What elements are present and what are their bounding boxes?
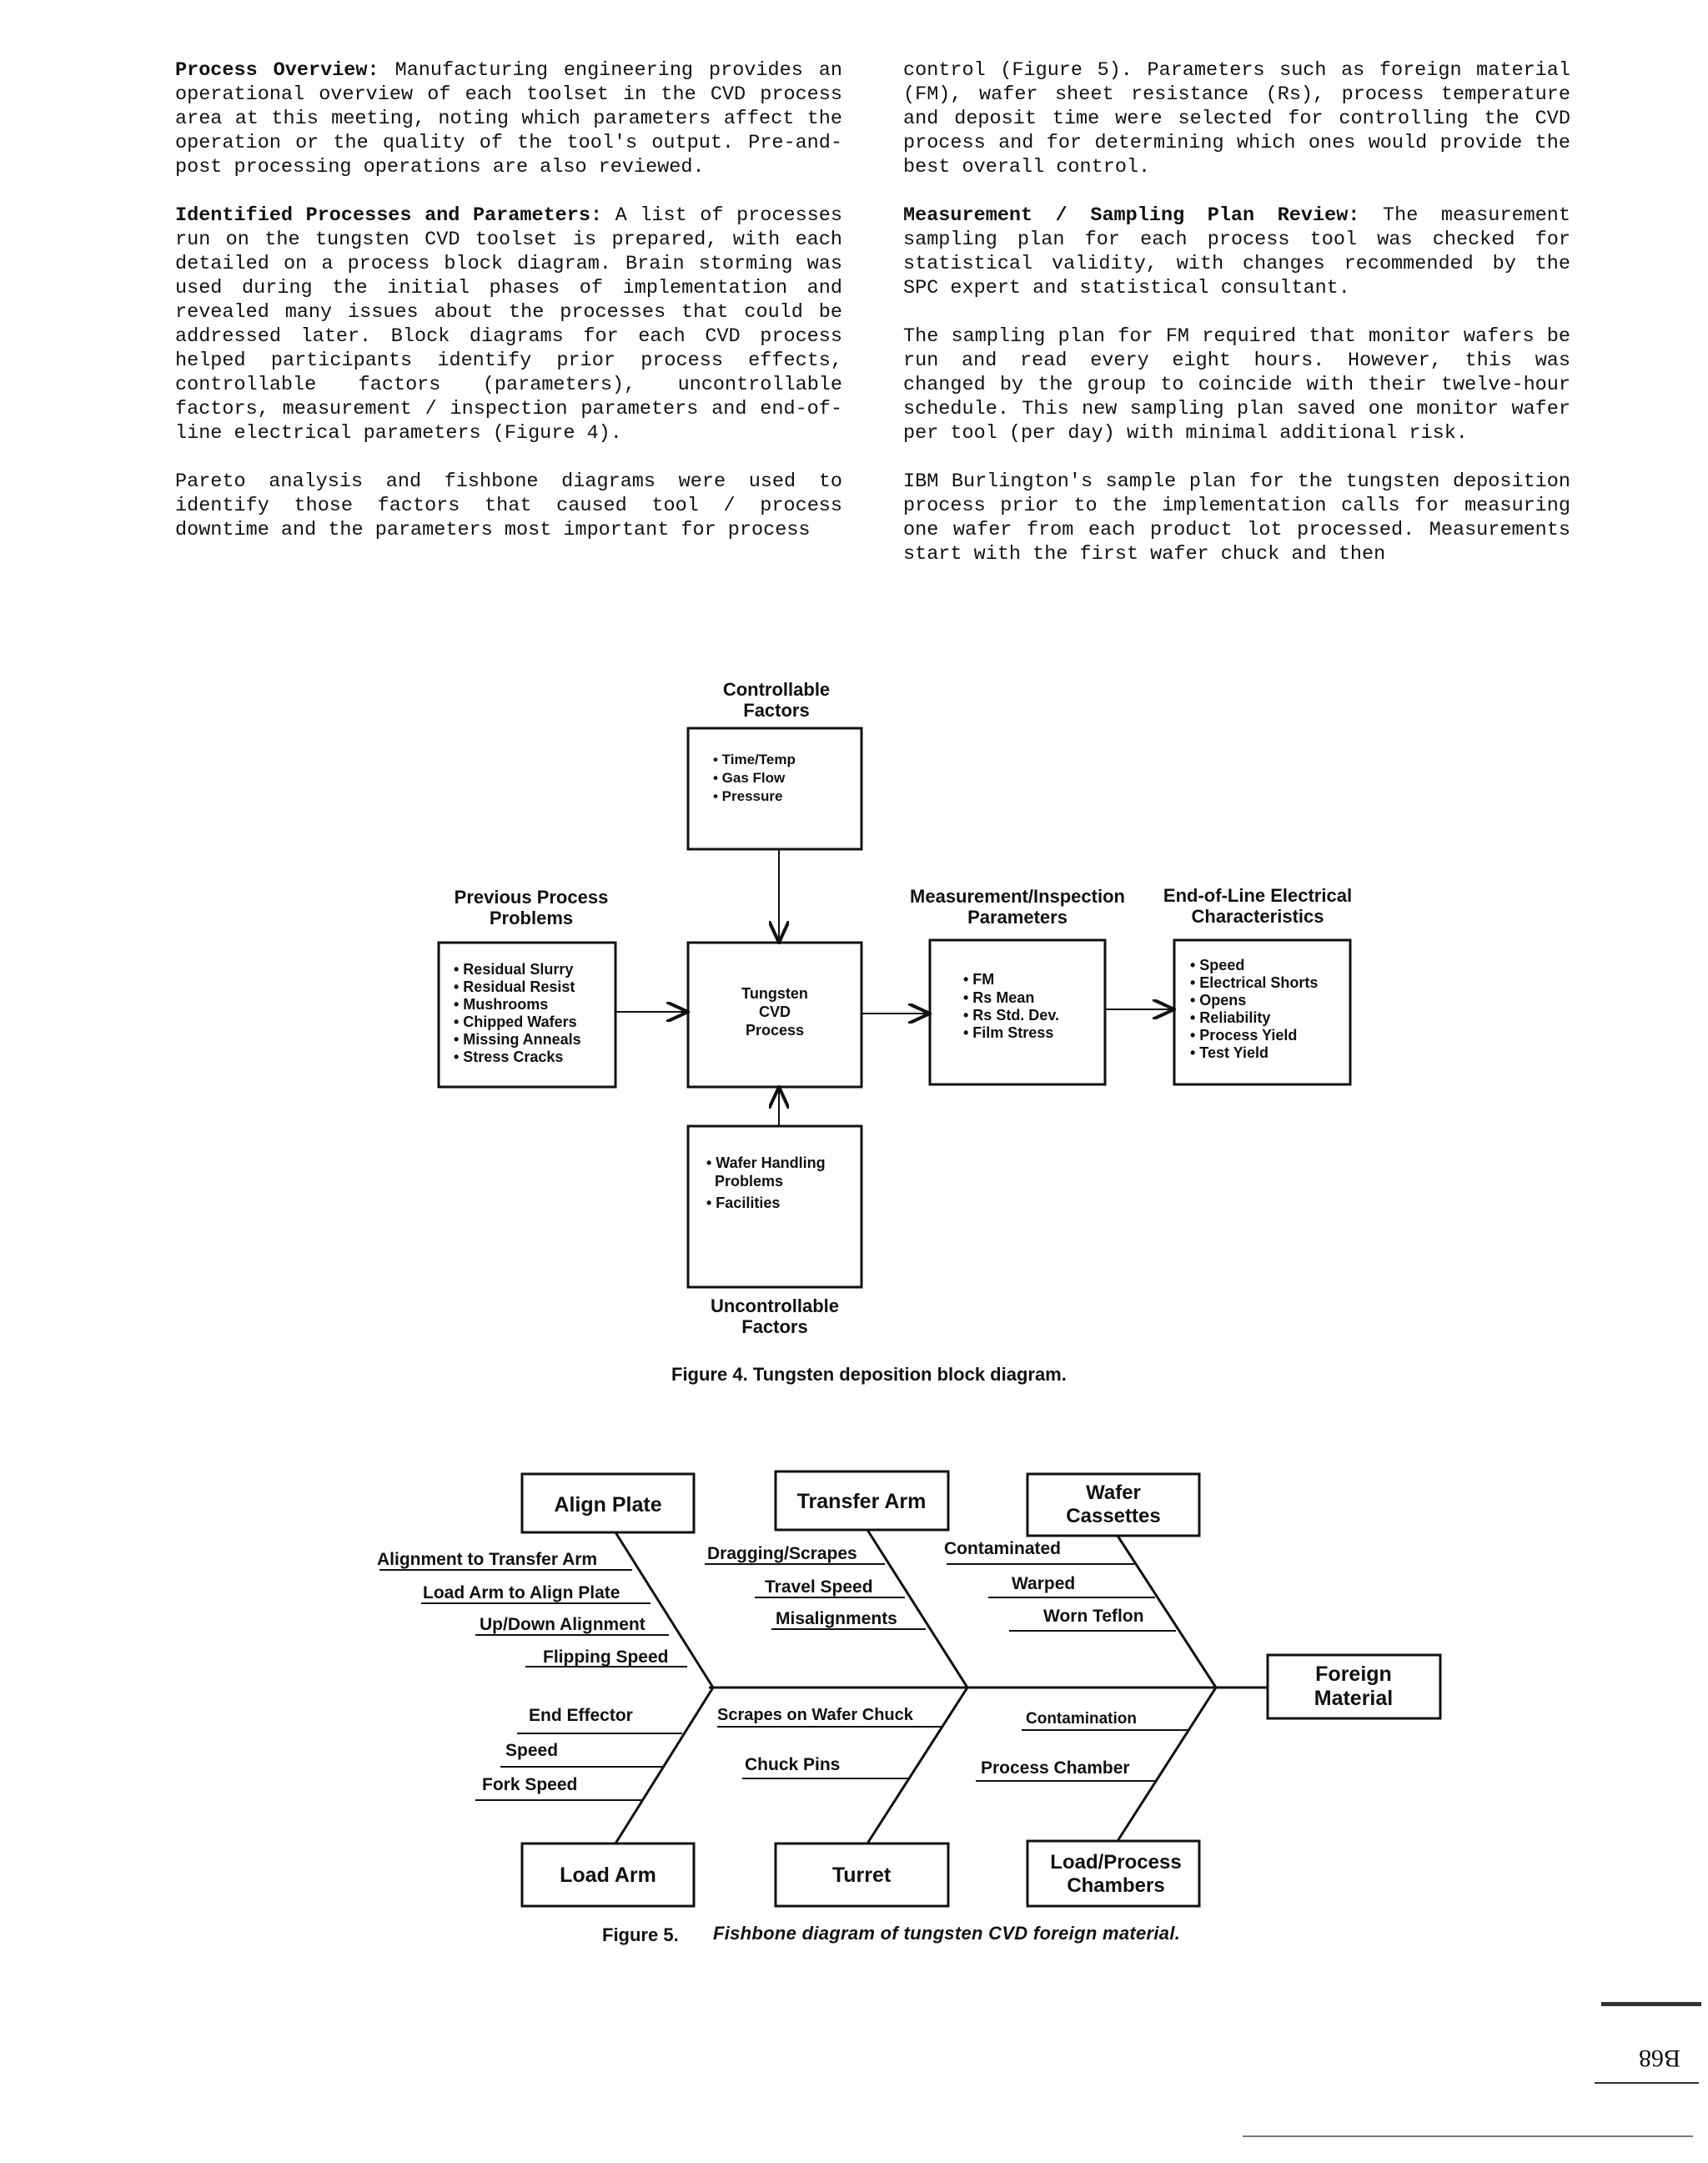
wafer-cassettes-label: Wafer bbox=[1086, 1481, 1141, 1504]
head-label: Foreign bbox=[1315, 1662, 1392, 1686]
paragraph-ibm-burlington: IBM Burlington's sample plan for the tungsten deposition process prior to the implementation calls for measuring one wafer from each product lot processed. Measurements start with the first wafer chuck and then bbox=[903, 470, 1570, 566]
cause-label: End Effector bbox=[529, 1706, 633, 1725]
endofline-item: • Opens bbox=[1190, 992, 1247, 1009]
endofline-item: • Speed bbox=[1190, 957, 1245, 973]
endofline-item: • Reliability bbox=[1190, 1009, 1271, 1026]
previous-item: • Chipped Wafers bbox=[454, 1014, 577, 1030]
cause-label: Flipping Speed bbox=[543, 1647, 669, 1667]
measurement-item: • Film Stress bbox=[963, 1024, 1054, 1041]
uncontrollable-title-2: Factors bbox=[741, 1316, 808, 1337]
cause-label: Speed bbox=[505, 1741, 559, 1760]
cause-label: Load Arm to Align Plate bbox=[423, 1583, 620, 1602]
paragraph-process-overview: Process Overview: Manufacturing engineering provides an operational overview of each toolset in the CVD process area at this meeting, noting which parameters affect the operation or the quality of the tool's output. Pre-and-post processing operations are also reviewed. bbox=[175, 59, 842, 179]
wafer-cassettes-label: Cassettes bbox=[1066, 1505, 1161, 1527]
previous-item: • Residual Slurry bbox=[454, 961, 574, 978]
previous-item: • Missing Anneals bbox=[454, 1031, 581, 1048]
center-line: CVD bbox=[758, 1004, 791, 1020]
cause-label: Fork Speed bbox=[482, 1775, 578, 1794]
measurement-title-1: Measurement/Inspection bbox=[910, 886, 1125, 907]
measurement-item: • Rs Mean bbox=[963, 989, 1035, 1006]
page-number: B68 bbox=[1639, 2045, 1681, 2072]
cause-label: Scrapes on Wafer Chuck bbox=[717, 1706, 913, 1724]
head-label: Material bbox=[1314, 1687, 1394, 1710]
figure-5-caption-label: Figure 5. bbox=[602, 1924, 679, 1945]
controllable-item: • Pressure bbox=[713, 788, 783, 804]
uncontrollable-title-1: Uncontrollable bbox=[710, 1295, 840, 1316]
cause-label: Dragging/Scrapes bbox=[707, 1544, 857, 1563]
figure-5-caption-text: Fishbone diagram of tungsten CVD foreign material. bbox=[713, 1923, 1181, 1944]
page-corner-rule bbox=[1601, 2002, 1701, 2006]
measurement-item: • FM bbox=[963, 971, 995, 988]
cause-label: Process Chamber bbox=[981, 1758, 1130, 1778]
controllable-item: • Gas Flow bbox=[713, 770, 786, 786]
cause-label: Chuck Pins bbox=[745, 1755, 841, 1774]
center-line: Tungsten bbox=[741, 985, 808, 1002]
center-line: Process bbox=[745, 1022, 805, 1039]
align-plate-label: Align Plate bbox=[554, 1493, 662, 1517]
previous-item: • Stress Cracks bbox=[454, 1049, 564, 1065]
previous-title-2: Problems bbox=[489, 908, 574, 928]
paragraph-control: control (Figure 5). Parameters such as foreign material (FM), wafer sheet resistance (Rs), process temperature and deposit time were selected for controlling the CVD process and for determining which ones would provide the best overall control. bbox=[903, 59, 1570, 179]
cause-label: Warped bbox=[1012, 1574, 1076, 1593]
page-bottom-rule bbox=[1243, 2135, 1693, 2137]
controllable-title-2: Factors bbox=[743, 700, 810, 721]
controllable-item: • Time/Temp bbox=[713, 752, 796, 767]
endofline-item: • Process Yield bbox=[1190, 1027, 1298, 1044]
load-process-chambers-label: Chambers bbox=[1067, 1874, 1165, 1897]
previous-item: • Residual Resist bbox=[454, 978, 575, 995]
load-process-chambers-label: Load/Process bbox=[1050, 1851, 1182, 1874]
figure-5-fishbone bbox=[0, 1418, 1708, 1985]
paragraph-measurement-sampling: Measurement / Sampling Plan Review: The measurement sampling plan for each process tool was checked for statistical validity, with changes recommended by the SPC expert and statistical consultant. bbox=[903, 204, 1570, 299]
endofline-item: • Test Yield bbox=[1190, 1044, 1268, 1061]
measurement-title-2: Parameters bbox=[967, 907, 1068, 928]
transfer-arm-label: Transfer Arm bbox=[796, 1490, 927, 1513]
load-arm-label: Load Arm bbox=[560, 1864, 656, 1887]
cause-label: Travel Speed bbox=[765, 1577, 873, 1597]
endofline-title-1: End-of-Line Electrical bbox=[1163, 885, 1353, 906]
turret-label: Turret bbox=[831, 1864, 892, 1887]
paragraph-pareto: Pareto analysis and fishbone diagrams were used to identify those factors that caused tool / process downtime and the parameters most important for process bbox=[175, 470, 842, 541]
previous-title-1: Previous Process bbox=[454, 887, 609, 908]
previous-item: • Mushrooms bbox=[454, 996, 549, 1013]
uncontrollable-item: • Wafer Handling bbox=[706, 1154, 826, 1171]
page-number-underline bbox=[1595, 2082, 1699, 2084]
measurement-item: • Rs Std. Dev. bbox=[963, 1007, 1059, 1024]
cause-label: Worn Teflon bbox=[1043, 1607, 1144, 1626]
cause-label: Contamination bbox=[1026, 1710, 1137, 1728]
uncontrollable-item: Problems bbox=[706, 1173, 784, 1190]
uncontrollable-item: • Facilities bbox=[706, 1195, 781, 1211]
cause-label: Misalignments bbox=[776, 1609, 897, 1628]
figure-4-caption: Figure 4. Tungsten deposition block diagram. bbox=[671, 1364, 1067, 1385]
paragraph-identified-processes: Identified Processes and Parameters: A list of processes run on the tungsten CVD toolset is prepared, with each detailed on a process block diagram. Brain storming was used during the initial phases of implementation and revealed many issues about the processes that could be addressed later. Block diagrams for each CVD process helped participants identify prior process effects, controllable factors (parameters), uncontrollable factors, measurement / inspection parameters and end-of-line electrical parameters (Figure 4). bbox=[175, 204, 842, 445]
endofline-title-2: Characteristics bbox=[1191, 906, 1324, 927]
cause-label: Contaminated bbox=[944, 1539, 1062, 1558]
endofline-item: • Electrical Shorts bbox=[1190, 974, 1319, 991]
cause-label: Up/Down Alignment bbox=[480, 1615, 646, 1634]
cause-label: Alignment to Transfer Arm bbox=[377, 1550, 598, 1569]
paragraph-fm-sampling: The sampling plan for FM required that monitor wafers be run and read every eight hours. However, this was changed by the group to coincide with their twelve-hour schedule. This new sampling plan saved one monitor wafer per tool (per day) with minimal additional risk. bbox=[903, 325, 1570, 445]
controllable-title-1: Controllable bbox=[722, 679, 831, 700]
